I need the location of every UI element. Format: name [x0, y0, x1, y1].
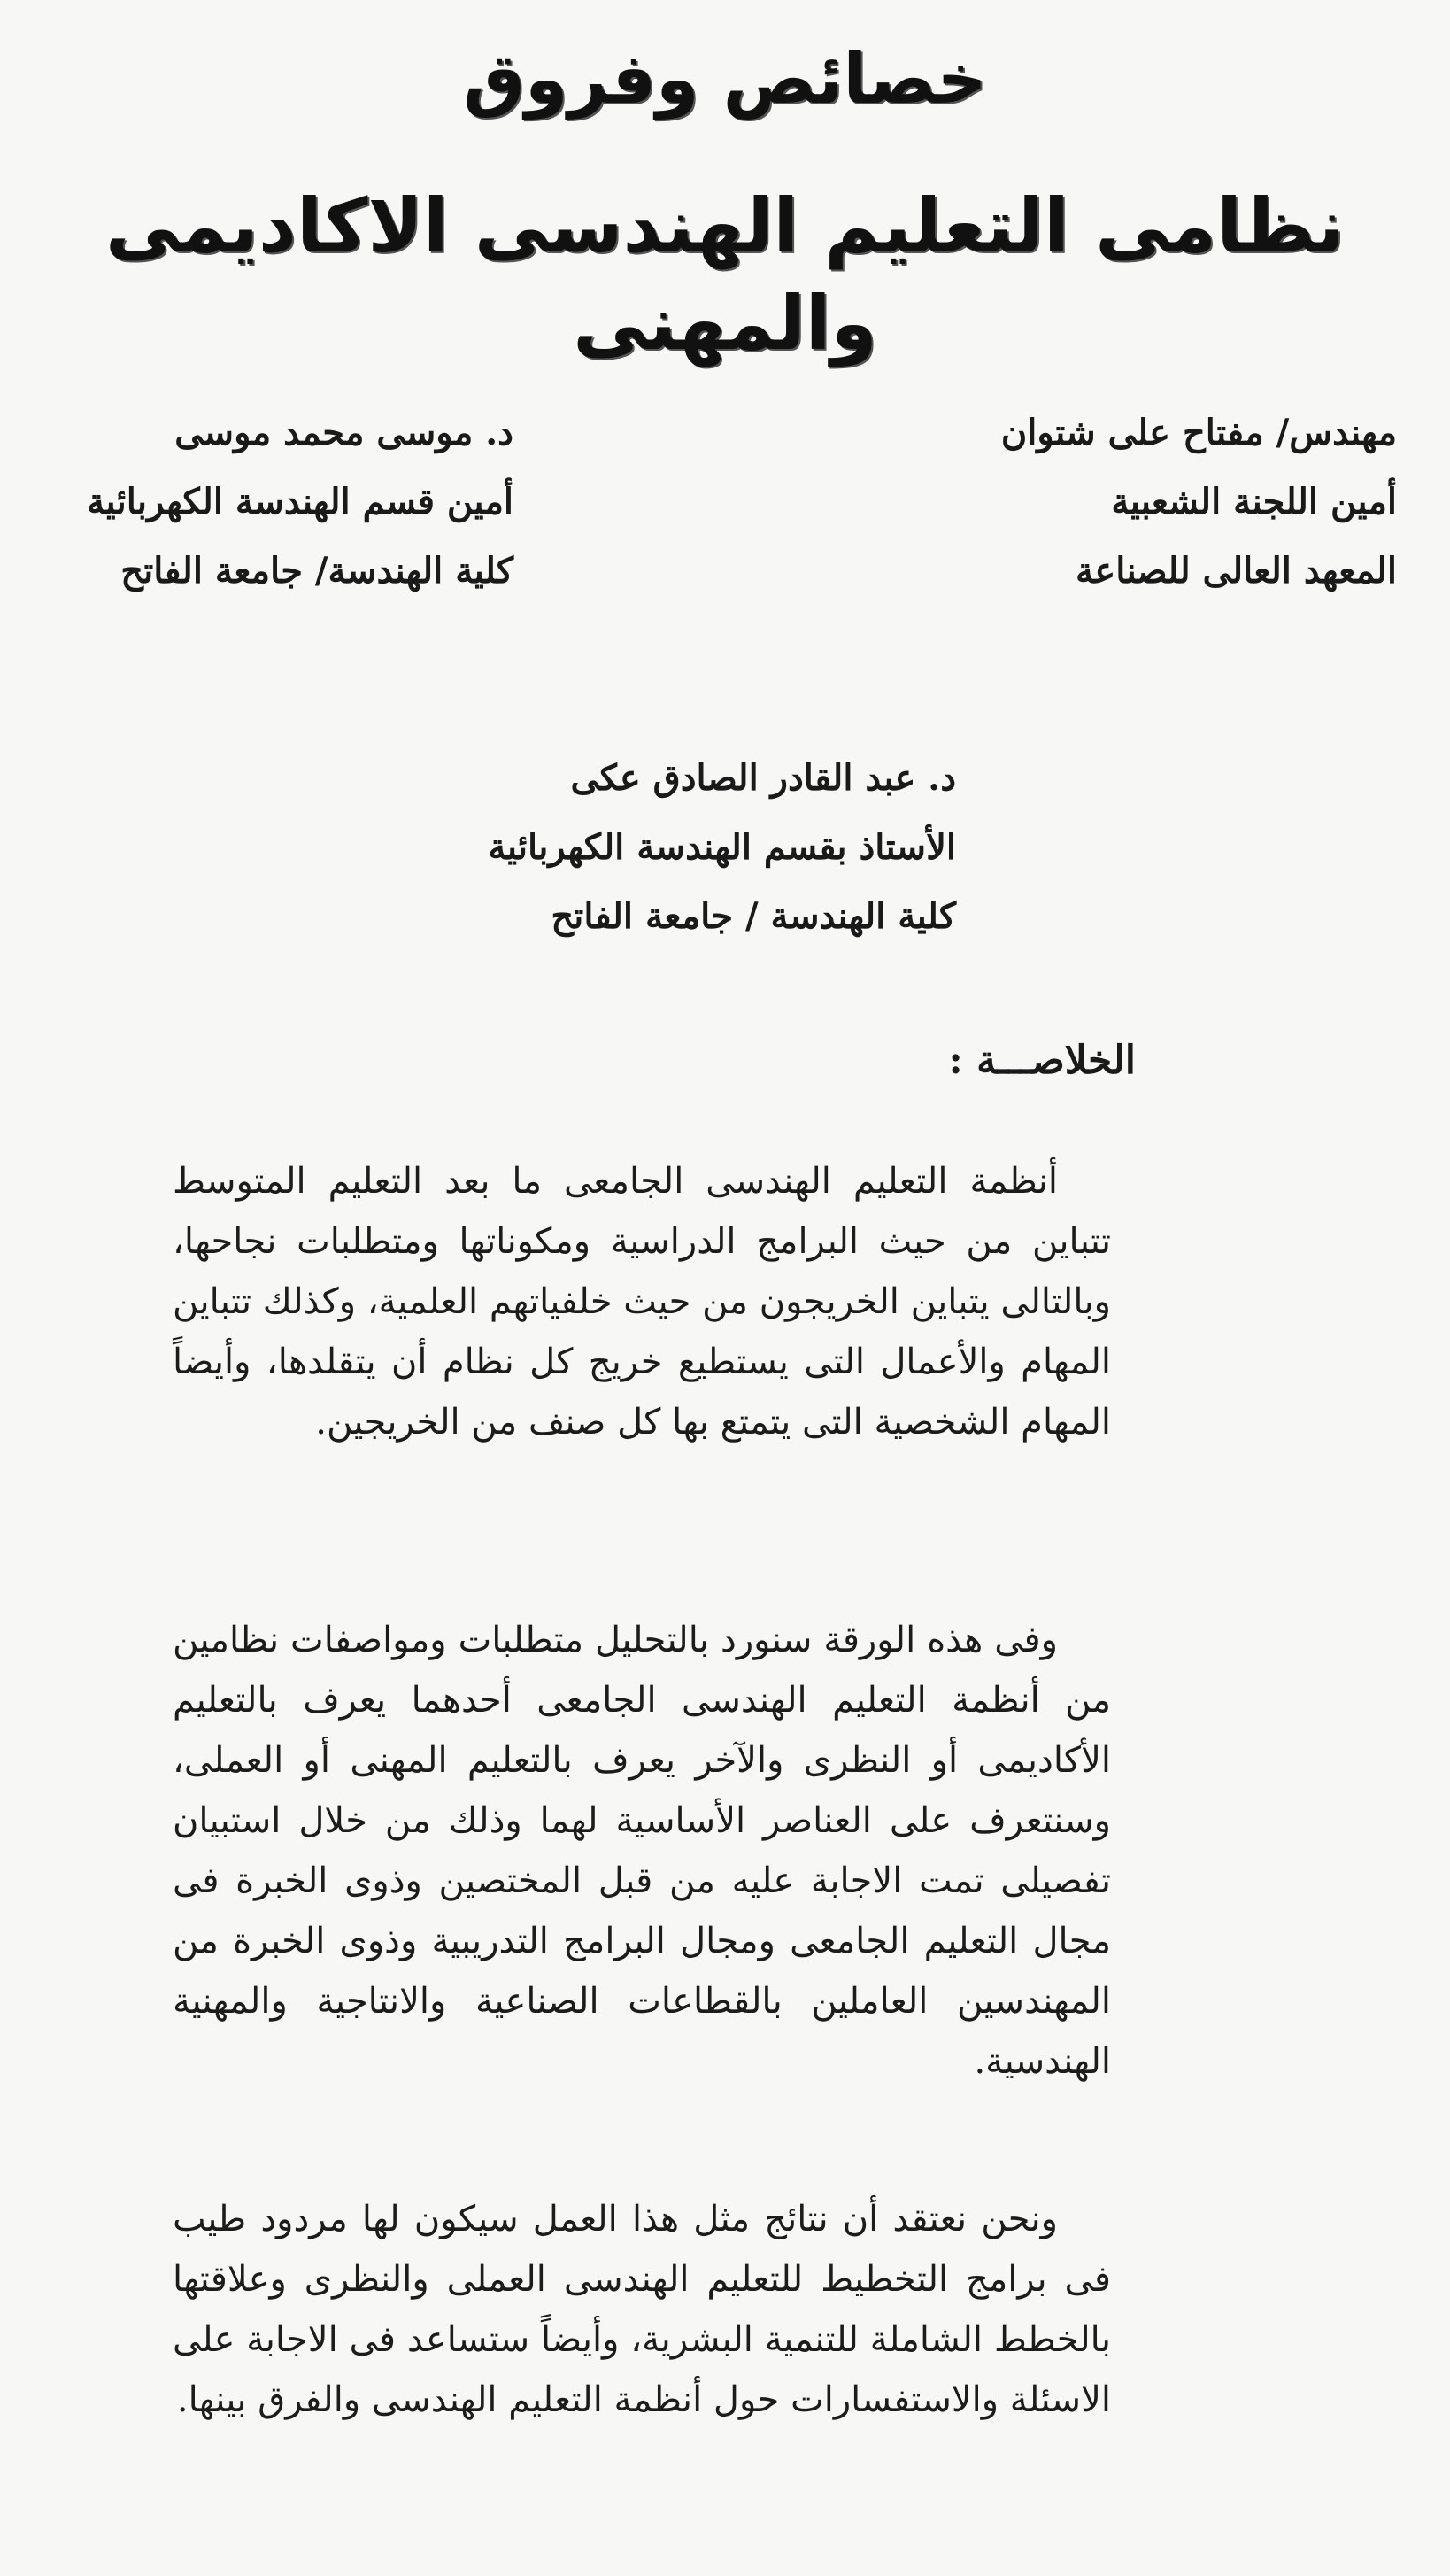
abstract-paragraph-3: ونحن نعتقد أن نتائج مثل هذا العمل سيكون لها مردود طيب فى برامج التخطيط للتعليم الهندسى العملى والنظرى وعلاقتها بالخطط الشاملة للتنمية البشرية، وأيضاً ستساعد فى الاجابة على الاسئلة والاستفسارات حول أنظمة التعليم الهندسى والفرق بينها. [173, 2199, 1111, 2420]
abstract-heading: الخلاصـــة : [948, 1038, 1136, 1083]
author-block-right [1001, 398, 1397, 606]
author-block-left [53, 398, 513, 606]
author-position: أمين قسم الهندسة الكهربائية [87, 481, 513, 522]
abstract-paragraph-1: أنظمة التعليم الهندسى الجامعى ما بعد التعليم المتوسط تتباين من حيث البرامج الدراسية ومكوناتها ومتطلبات نجاحها، وبالتالى يتباين الخريجون من حيث خلفياتهم العلمية، وكذلك تتباين المهام والأعمال التى يستطيع خريج كل نظام أن يتقلدها، وأيضاً المهام الشخصية التى يتمتع بها كل صنف من الخريجين. [173, 1161, 1111, 1443]
author-name: د. عبد القادر الصادق عكى [570, 757, 956, 799]
author-name: د. موسى محمد موسى [174, 412, 513, 453]
author-position: الأستاذ بقسم الهندسة الكهربائية [488, 826, 956, 868]
author-affiliation: كلية الهندسة/ جامعة الفاتح [120, 550, 513, 592]
abstract-paragraph-2: وفى هذه الورقة سنورد بالتحليل متطلبات ومواصفات نظامين من أنظمة التعليم الهندسى الجامعى أحدهما يعرف بالتعليم الأكاديمى أو النظرى والآخر يعرف بالتعليم المهنى أو العملى، وسنتعرف على العناصر الأساسية لهما وذلك من خلال استبيان تفصيلى تمت الاجابة عليه من قبل المختصين وذوى الخبرة فى مجال التعليم الجامعى ومجال البرامج التدريبية وذوى الخبرة من المهندسين العاملين بالقطاعات الصناعية والانتاجية والمهنية الهندسية. [173, 1620, 1111, 2082]
author-affiliation: المعهد العالى للصناعة [1075, 550, 1397, 592]
author-name: مهندس/ مفتاح على شتوان [1000, 412, 1397, 453]
author-affiliation: كلية الهندسة / جامعة الفاتح [551, 895, 956, 937]
author-position: أمين اللجنة الشعبية [1111, 481, 1397, 522]
author-block-center [460, 744, 956, 951]
title-line-1: خصائص وفروق [463, 40, 987, 120]
title-line-2: نظامى التعليم الهندسى الاكاديمى والمهنى [105, 182, 1345, 367]
